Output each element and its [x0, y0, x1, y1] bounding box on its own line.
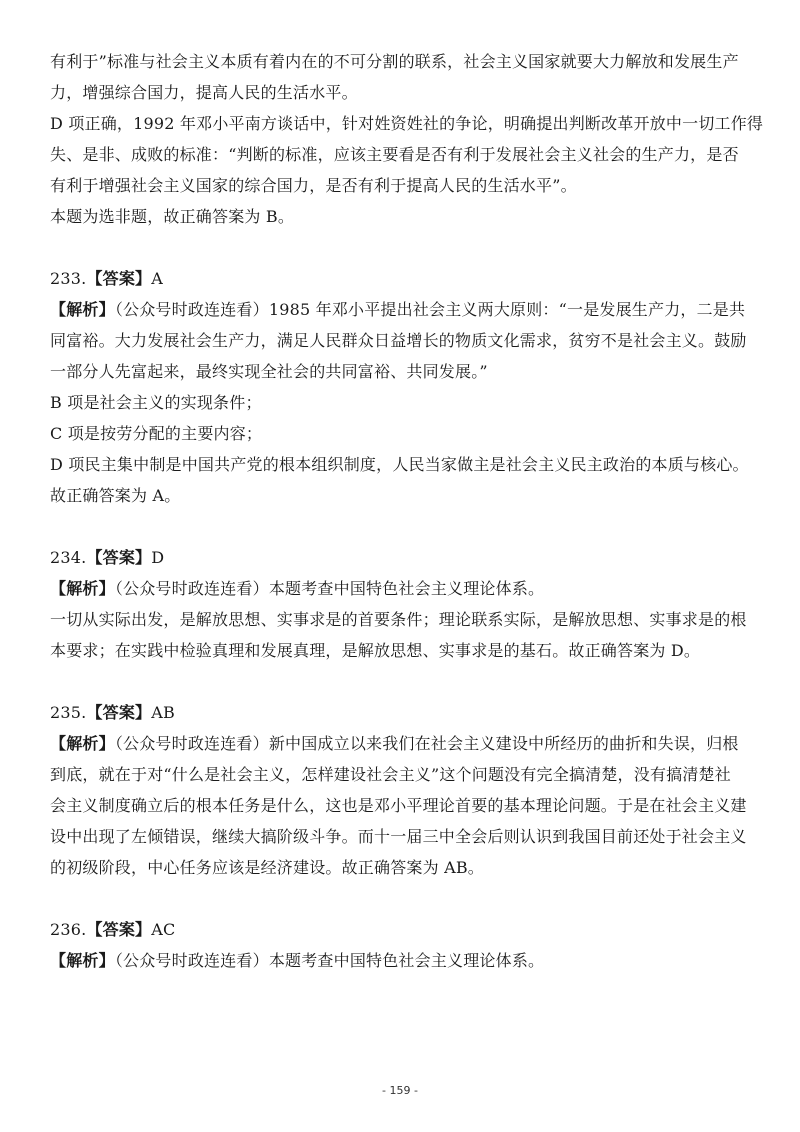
question-number: 234. — [50, 548, 87, 567]
analysis-line — [50, 728, 755, 759]
analysis-line — [50, 945, 755, 976]
analysis-line: 到底，就在于对“什么是社会主义，怎样建设社会主义”这个问题没有完全搞清楚，没有搞清楚社 — [50, 765, 731, 784]
analysis-line — [50, 573, 755, 604]
analysis-line: 设中出现了左倾错误，继续大搞阶级斗争。而十一届三中全会后则认识到我国目前还处于社会主义 — [50, 827, 747, 846]
analysis-line: 会主义制度确立后的根本任务是什么，这也是邓小平理论首要的基本理论问题。于是在社会主义建 — [50, 796, 747, 815]
page-content — [50, 46, 764, 976]
analysis-line: 一部分人先富起来，最终实现全社会的共同富裕、共同发展。” — [50, 362, 488, 381]
question-block-233 — [50, 263, 755, 511]
intro-line: 本题为选非题，故正确答案为 B。 — [50, 207, 295, 226]
analysis-label: 【解析】 — [50, 579, 115, 598]
question-number: 233. — [50, 269, 87, 288]
question-block-234 — [50, 542, 755, 666]
answer-label: 【答案】 — [86, 920, 152, 939]
analysis-label: 【解析】 — [50, 951, 115, 970]
analysis-text: （公众号时政连连看）新中国成立以来我们在社会主义建设中所经历的曲折和失误，归根 — [114, 734, 739, 753]
answer-line — [50, 542, 755, 573]
question-number: 236. — [50, 920, 87, 939]
question-block-235 — [50, 697, 755, 883]
intro-line: 有利于增强社会主义国家的综合国力，是否有利于提高人民的生活水平”。 — [50, 176, 577, 195]
analysis-text: （公众号时政连连看）1985 年邓小平提出社会主义两大原则：“一是发展生产力，二是共 — [114, 300, 746, 319]
intro-block — [50, 46, 764, 232]
analysis-line: 的初级阶段，中心任务应该是经济建设。故正确答案为 AB。 — [50, 858, 484, 877]
analysis-label: 【解析】 — [50, 734, 115, 753]
analysis-line: 同富裕。大力发展社会生产力，满足人民群众日益增长的物质文化需求，贫穷不是社会主义。鼓励 — [50, 331, 747, 350]
answer-value: AB — [151, 703, 175, 722]
answer-line — [50, 697, 755, 728]
answer-label: 【答案】 — [86, 703, 152, 722]
analysis-line: 故正确答案为 A。 — [50, 486, 181, 505]
answer-value: A — [151, 269, 164, 288]
answer-line — [50, 263, 755, 294]
intro-line: 失、是非、成败的标准：“判断的标准，应该主要看是否有利于发展社会主义社会的生产力，是否 — [50, 145, 739, 164]
intro-line: 力，增强综合国力，提高人民的生活水平。 — [50, 83, 358, 102]
analysis-line: C 项是按劳分配的主要内容； — [50, 424, 263, 443]
answer-label: 【答案】 — [86, 269, 152, 288]
analysis-line: B 项是社会主义的实现条件； — [50, 393, 262, 412]
analysis-line: D 项民主集中制是中国共产党的根本组织制度，人民当家做主是社会主义民主政治的本质与核心。 — [50, 455, 749, 474]
analysis-line — [50, 294, 755, 325]
answer-value: D — [151, 548, 165, 567]
page-number: - 159 - — [382, 1084, 418, 1097]
analysis-text: （公众号时政连连看）本题考查中国特色社会主义理论体系。 — [114, 579, 545, 598]
analysis-text: （公众号时政连连看）本题考查中国特色社会主义理论体系。 — [114, 951, 545, 970]
answer-value: AC — [151, 920, 176, 939]
intro-line: D 项正确，1992 年邓小平南方谈话中，针对姓资姓社的争论，明确提出判断改革开放中一切工作得 — [50, 114, 764, 133]
analysis-line: 本要求；在实践中检验真理和发展真理，是解放思想、实事求是的基石。故正确答案为 D。 — [50, 641, 701, 660]
answer-label: 【答案】 — [86, 548, 152, 567]
intro-line: 有利于”标准与社会主义本质有着内在的不可分割的联系，社会主义国家就要大力解放和发展生产 — [50, 52, 739, 71]
question-number: 235. — [50, 703, 87, 722]
analysis-line: 一切从实际出发，是解放思想、实事求是的首要条件；理论联系实际，是解放思想、实事求是的根 — [50, 610, 747, 629]
analysis-label: 【解析】 — [50, 300, 115, 319]
answer-line — [50, 914, 755, 945]
question-block-236 — [50, 914, 755, 976]
